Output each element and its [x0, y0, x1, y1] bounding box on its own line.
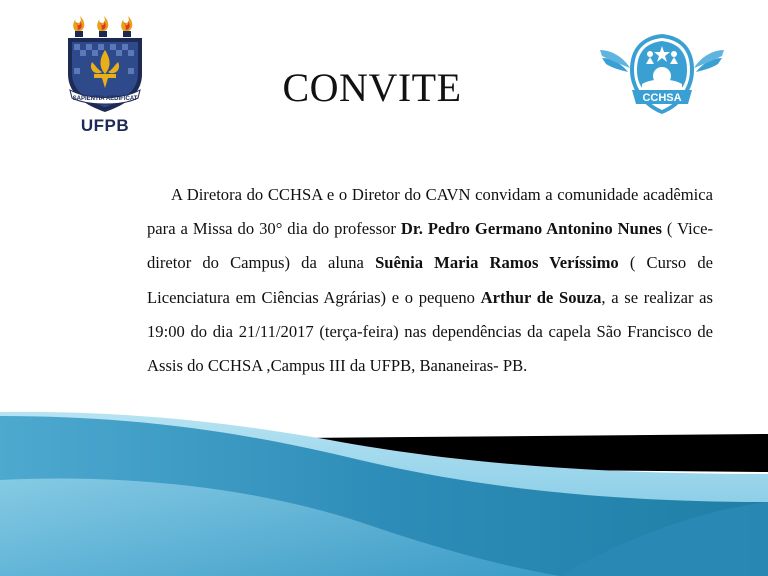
decorative-wave — [0, 390, 768, 576]
text-segment: ( Curso de Licenciatura em Ciências Agrárias) e o pequeno — [147, 253, 713, 307]
text-segment: , a se realizar as 19:00 do dia 21/11/2017 (terça-feira) nas dependências da capela São Francisco de Assis do CCHSA ,Campus III da UFPB, Bananeiras- PB. — [147, 287, 713, 376]
text-segment: A Diretora do CCHSA e o Diretor do CAVN convidam a comunidade acadêmica para a Missa do 30° dia do professor — [147, 185, 713, 239]
invitation-text — [147, 178, 713, 383]
cchsa-logo-label: CCHSA — [642, 92, 682, 104]
professor-name: Dr. Pedro Germano Antonino Nunes — [400, 219, 662, 239]
invitation-paragraph — [147, 178, 713, 383]
ufpb-logo-label: UFPB — [80, 116, 130, 135]
ufpb-motto: SAPIENTIA AEDIFICAT — [72, 96, 138, 102]
child-name: Arthur de Souza — [480, 287, 602, 307]
page-title: CONVITE — [282, 65, 462, 110]
student-name: Suênia Maria Ramos Veríssimo — [375, 253, 619, 273]
text-segment: ( Vice-diretor do Campus) da aluna — [147, 219, 713, 273]
